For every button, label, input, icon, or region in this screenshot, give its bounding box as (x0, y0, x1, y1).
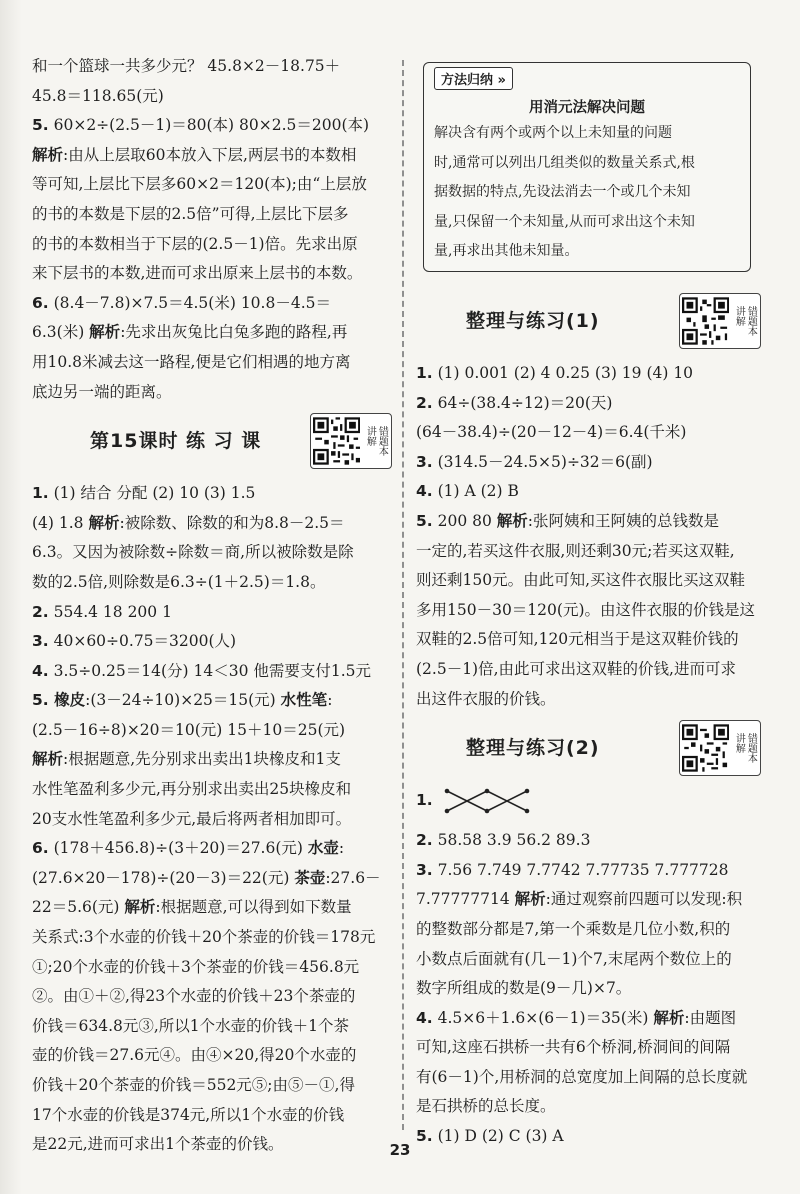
answer-number: 1. (416, 791, 433, 810)
method-summary-box (423, 62, 751, 272)
text-line: 底边另一端的距离。 (32, 382, 172, 401)
answer-number: 3. (32, 632, 49, 651)
text-line: 6.3。又因为被除数÷除数＝商,所以被除数是除 (32, 543, 354, 562)
method-body (434, 119, 740, 267)
answer-text: :27.6－ (325, 868, 381, 887)
qr-label-text: 错题本 (745, 306, 757, 336)
answer-3 (32, 627, 392, 657)
answer-text: 60×2÷(2.5－1)＝80(本) 80×2.5＝200(本) (48, 116, 370, 135)
section-title: 第15课时 练 习 课 (90, 430, 262, 453)
text-line: 水性笔盈利多少元,再分别求出卖出25块橡皮和 (32, 780, 352, 799)
answer-6 (32, 289, 392, 319)
item-label: 水性笔 (280, 691, 328, 710)
qr-label-text: 讲解 (733, 306, 745, 326)
answer-4 (32, 657, 392, 687)
binding-edge (0, 0, 22, 1194)
answer-number: 5. (32, 116, 49, 135)
qr-label (363, 426, 389, 456)
answer-text: 64÷(38.4÷12)＝20(天) (432, 393, 613, 412)
item-label: 水壶 (307, 839, 339, 858)
item-label: 橡皮 (48, 691, 86, 710)
text-line: 价钱＝634.8元③,所以1个水壶的价钱＋1个茶 (32, 1016, 350, 1035)
qr-label-text: 讲解 (733, 733, 745, 754)
text-line: 则还剩150元。由此可知,买这件衣服比买这双鞋 (416, 571, 746, 590)
item-label: 茶壶 (294, 868, 326, 887)
text-line (32, 318, 392, 348)
answer-3 (416, 856, 761, 886)
answer-text: (178＋456.8)÷(3＋20)＝27.6(元) (48, 839, 308, 858)
analysis-label: 解析 (496, 511, 528, 530)
text-line: 小数点后面就有(几－1)个7,末尾两个数位上的 (416, 949, 732, 968)
text-line: 数的2.5倍,则除数是6.3÷(1＋2.5)＝1.8。 (32, 572, 326, 591)
analysis-label: 解析 (514, 890, 546, 909)
text-line (32, 509, 392, 539)
answer-1 (416, 786, 761, 826)
text-line: 可知,这座石拱桥一共有6个桥洞,桥洞间的间隔 (416, 1038, 731, 1057)
method-title: 用消元法解决问题 (529, 100, 645, 116)
analysis-line (32, 141, 392, 171)
qr-label-text: 错题本 (376, 426, 388, 457)
text-line: 多用150－30＝120(元)。由这件衣服的价钱是这 (416, 600, 755, 619)
answer-text: : (338, 839, 345, 858)
text-line: (64－38.4)÷(20－12－4)＝6.4(千米) (416, 423, 687, 442)
answer-text: 7.56 7.749 7.7742 7.77735 7.777728 (432, 860, 729, 879)
analysis-text: :根据题意,可以得到如下数量 (155, 898, 352, 917)
answer-text: 200 80 (432, 511, 497, 530)
qr-code-block[interactable] (310, 413, 392, 469)
analysis-text: :根据题意,先分别求出卖出1块橡皮和1支 (63, 750, 341, 769)
answer-1 (32, 479, 392, 509)
text-line: 的整数部分都是7,第一个乘数是几位小数,积的 (416, 919, 731, 938)
answer-text: (27.6×20－178)÷(20－3)＝22(元) (32, 868, 295, 887)
page-number: 23 (389, 1141, 411, 1159)
qr-code-icon (682, 724, 729, 772)
answer-number: 4. (416, 482, 433, 501)
answer-text: (1) A (2) B (432, 482, 519, 501)
qr-label-text: 错题本 (745, 733, 757, 764)
text-line: 出这件衣服的价钱。 (416, 689, 556, 708)
answer-number: 5. (32, 691, 49, 710)
text-line: 解决含有两个或两个以上未知量的问题 (434, 125, 672, 141)
analysis-text: :由从上层取60本放入下层,两层书的本数相 (63, 145, 357, 164)
text-line: 45.8＝118.65(元) (32, 86, 164, 105)
section-header-review-2 (416, 720, 761, 782)
analysis-text: :张阿姨和王阿姨的总钱数是 (527, 511, 720, 530)
qr-code-block[interactable] (679, 293, 761, 349)
answer-text: (8.4－7.8)×7.5＝4.5(米) 10.8－4.5＝ (48, 293, 331, 312)
qr-code-icon (313, 417, 360, 465)
text-line: (2.5－16÷8)×20＝10(元) 15＋10＝25(元) (32, 720, 346, 739)
column-divider (402, 60, 404, 1130)
answer-text: 4.5×6＋1.6×(6－1)＝35(米) (432, 1008, 654, 1027)
answer-text: (314.5－24.5×5)÷32＝6(副) (432, 452, 653, 471)
qr-label (732, 733, 758, 763)
analysis-label: 解析 (32, 750, 64, 769)
answer-number: 3. (416, 860, 433, 879)
text-line: 用10.8米减去这一路程,便是它们相遇的地方离 (32, 352, 351, 371)
analysis-text: :由题图 (684, 1008, 737, 1027)
answer-number: 2. (416, 393, 433, 412)
answer-4 (416, 1004, 761, 1034)
answer-number: 6. (32, 839, 49, 858)
text-line: 来下层书的本数,进而可求出原来上层书的本数。 (32, 264, 363, 283)
text-line: 一定的,若买这件衣服,则还剩30元;若买这双鞋, (416, 541, 735, 560)
answer-6 (32, 834, 392, 864)
answer-text: 40×60÷0.75＝3200(人) (48, 632, 237, 651)
answer-text: 7.77777714 (416, 890, 515, 909)
text-line: 有(6－1)个,用桥洞的总宽度加上间隔的总长度就 (416, 1067, 748, 1086)
qr-label-text: 讲解 (364, 426, 376, 447)
text-line: 20支水性笔盈利多少元,最后将两者相加即可。 (32, 809, 352, 828)
answer-number: 2. (416, 831, 433, 850)
text-line: 的书的本数是下层的2.5倍”可得,上层比下层多 (32, 204, 349, 223)
section-header-lesson-15 (32, 413, 392, 475)
text-line: 双鞋的2.5倍可知,120元相当于是这双鞋价钱的 (416, 630, 739, 649)
answer-number: 4. (416, 1008, 433, 1027)
answer-2 (416, 826, 761, 856)
text-line: 关系式:3个水壶的价钱＋20个茶壶的价钱＝178元 (32, 928, 376, 947)
answer-text: 22＝5.6(元) (32, 898, 125, 917)
answer-text: (1) 0.001 (2) 4 0.25 (3) 19 (4) 10 (432, 364, 694, 382)
answer-5 (32, 686, 392, 716)
answer-text: (1) D (2) C (3) A (432, 1127, 564, 1146)
answer-text: (1) 结合 分配 (2) 10 (3) 1.5 (48, 484, 256, 503)
answer-number: 6. (32, 293, 49, 312)
answer-3 (416, 448, 761, 478)
text-line: 数字所组成的数是(9－几)×7。 (416, 979, 632, 998)
text-line: 是22元,进而可求出1个茶壶的价钱。 (32, 1135, 284, 1154)
analysis-label: 解析 (88, 513, 120, 532)
answer-number: 1. (416, 364, 433, 382)
right-column (416, 287, 761, 1152)
answer-5 (32, 111, 392, 141)
answer-text: 554.4 18 200 1 (48, 602, 172, 621)
analysis-label: 解析 (653, 1008, 685, 1027)
text-line (32, 864, 392, 894)
answer-text: : (327, 691, 333, 710)
answer-2 (416, 389, 761, 419)
text-line: ②。由①＋②,得23个水壶的价钱＋23个茶壶的 (32, 987, 356, 1006)
answer-number: 2. (32, 602, 49, 621)
answer-text: 58.58 3.9 56.2 89.3 (432, 831, 591, 850)
text-line: 和一个篮球一共多少元？ 45.8×2－18.75＋ (32, 57, 341, 75)
section-title: 整理与练习(1) (466, 310, 600, 332)
matching-lines-diagram (442, 786, 532, 816)
text-line: ①;20个水壶的价钱＋3个茶壶的价钱＝456.8元 (32, 957, 360, 976)
text-line: 的书的本数相当于下层的(2.5－1)倍。先求出原 (32, 234, 358, 253)
analysis-label: 解析 (32, 145, 64, 164)
qr-code-icon (682, 297, 729, 345)
text-line: (2.5－1)倍,由此可求出这双鞋的价钱,进而可求 (416, 659, 736, 678)
analysis-text: :先求出灰兔比白兔多跑的路程,再 (120, 323, 348, 342)
answer-number: 4. (32, 661, 49, 680)
answer-5 (416, 507, 761, 537)
text-line: 据数据的特点,先设法消去一个或几个未知 (434, 184, 691, 201)
left-column (32, 52, 392, 1160)
answer-text: 3.5÷0.25＝14(分) 14＜30 他需要支付1.5元 (48, 661, 372, 680)
analysis-line (32, 745, 392, 775)
text-line: 壶的价钱＝27.6元④。由④×20,得20个水壶的 (32, 1046, 357, 1065)
analysis-label: 解析 (124, 898, 156, 917)
text-line: 时,通常可以列出几组类似的数量关系式,根 (434, 154, 695, 171)
answer-text: (4) 1.8 (32, 513, 89, 532)
text-line: 量,再求出其他未知量。 (434, 243, 579, 260)
answer-number: 5. (416, 1127, 433, 1146)
answer-4 (416, 477, 761, 507)
answer-number: 5. (416, 511, 433, 530)
text-line: 量,只保留一个未知量,从而可求出这个未知 (434, 213, 695, 230)
text-line: 等可知,上层比下层多60×2＝120(本);由“上层放 (32, 175, 367, 194)
text-line (416, 885, 761, 915)
analysis-text: :被除数、除数的和为8.8－2.5＝ (119, 513, 345, 532)
method-tag: 方法归纳 » (434, 67, 513, 90)
text-line: 17个水壶的价钱是374元,所以1个水壶的价钱 (32, 1105, 345, 1124)
answer-number: 3. (416, 452, 433, 471)
text-line: 价钱＋20个茶壶的价钱＝552元⑤;由⑤－①,得 (32, 1076, 355, 1094)
section-header-review-1 (416, 293, 761, 355)
answer-2 (32, 598, 392, 628)
analysis-text: :通过观察前四题可以发现:积 (545, 890, 743, 909)
answer-number: 1. (32, 484, 49, 503)
answer-text: 6.3(米) (32, 323, 90, 342)
text-line: 是石拱桥的总长度。 (416, 1097, 556, 1116)
section-title: 整理与练习(2) (466, 737, 600, 760)
text-line (32, 893, 392, 923)
qr-code-block[interactable] (679, 720, 761, 776)
answer-text: :(3－24÷10)×25＝15(元) (85, 691, 281, 710)
answer-1 (416, 359, 761, 389)
qr-label (732, 306, 758, 336)
analysis-label: 解析 (89, 323, 121, 342)
